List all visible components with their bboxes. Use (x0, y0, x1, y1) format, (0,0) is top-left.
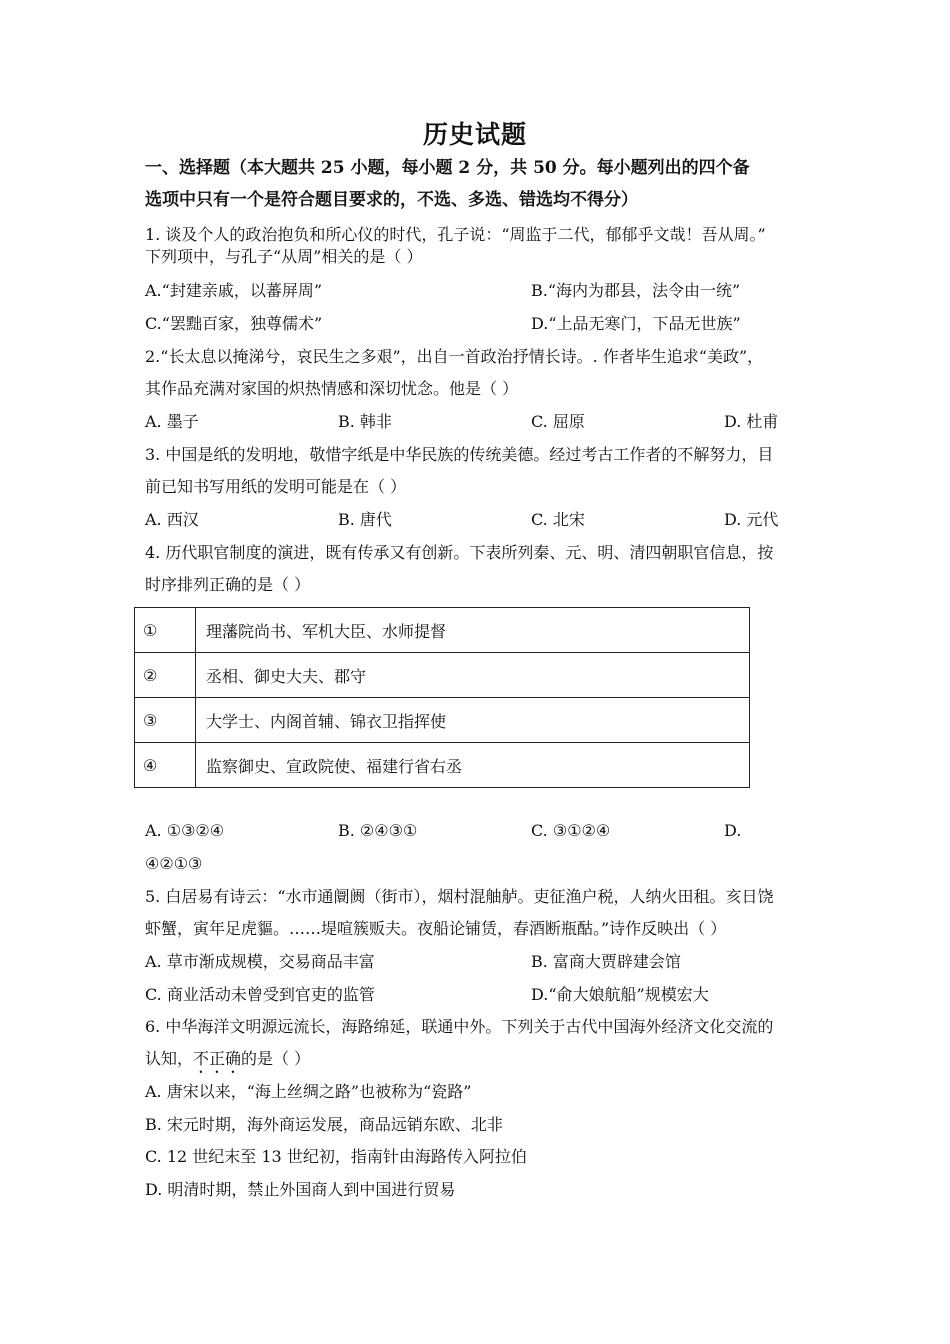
q3-stem-line-1: 3. 中国是纸的发明地，敬惜字纸是中华民族的传统美德。经过考古工作者的不解努力，目 (145, 445, 774, 464)
q2-stem-line-2: 其作品充满对家国的炽热情感和深切忧念。他是（ ） (145, 379, 519, 398)
q5-option-b[interactable]: B. 富商大贾辟建会馆 (531, 952, 681, 971)
table-cell-number: ③ (135, 698, 196, 743)
q1-option-c[interactable]: C.“罢黜百家，独尊儒术” (145, 314, 323, 333)
q6-stem-line-2 (145, 1048, 310, 1077)
q1-option-b[interactable]: B.“海内为郡县，法令由一统” (531, 281, 741, 300)
q6-option-b[interactable]: B. 宋元时期，海外商运发展，商品远销东欧、北非 (145, 1115, 503, 1134)
page-title: 历史试题 (422, 120, 527, 149)
table-cell-text: 理藩院尚书、军机大臣、水师提督 (196, 608, 750, 653)
q4-officials-table (134, 607, 750, 788)
q3-stem-line-2: 前已知书写用纸的发明可能是在（ ） (145, 477, 407, 496)
q3-option-c[interactable]: C. 北宋 (531, 510, 585, 529)
q1-stem-line-1: 1. 谈及个人的政治抱负和所心仪的时代，孔子说：“周监于二代，郁郁乎文哉！吾从周。” (145, 225, 766, 244)
q6-stem-prefix: 认知， (145, 1049, 194, 1068)
table-cell-text: 大学士、内阁首辅、锦衣卫指挥使 (196, 698, 750, 743)
q6-emphasis-not-correct: 不正确 (193, 1049, 242, 1068)
q2-option-c[interactable]: C. 屈原 (531, 412, 585, 431)
q4-stem-line-2: 时序排列正确的是（ ） (145, 575, 311, 594)
table-cell-number: ① (135, 608, 196, 653)
q3-option-a[interactable]: A. 西汉 (145, 510, 199, 529)
table-row (135, 698, 750, 743)
q2-stem-line-1: 2.“长太息以掩涕兮，哀民生之多艰”，出自一首政治抒情长诗。. 作者毕生追求“美政”， (145, 347, 764, 366)
table-row (135, 743, 750, 788)
q2-option-b[interactable]: B. 韩非 (338, 412, 392, 431)
q5-stem-line-1: 5. 白居易有诗云：“水市通阛阓（街市），烟村混舳舻。吏征渔户税，人纳火田租。亥日饶 (145, 887, 774, 906)
q1-option-d[interactable]: D.“上品无寒门，下品无世族” (531, 314, 741, 333)
table-cell-number: ② (135, 653, 196, 698)
q4-option-a[interactable]: A. ①③②④ (145, 821, 225, 840)
q4-stem-line-1: 4. 历代职官制度的演进，既有传承又有创新。下表所列秦、元、明、清四朝职官信息，按 (145, 543, 774, 562)
q2-option-a[interactable]: A. 墨子 (145, 412, 199, 431)
q4-option-d-text[interactable]: ④②①③ (145, 854, 203, 873)
q3-option-d[interactable]: D. 元代 (724, 510, 779, 529)
q6-stem-suffix: 的是（ ） (241, 1049, 311, 1068)
q5-option-a[interactable]: A. 草市渐成规模，交易商品丰富 (145, 952, 375, 971)
q6-option-c[interactable]: C. 12 世纪末至 13 世纪初，指南针由海路传入阿拉伯 (145, 1147, 527, 1166)
q5-option-c[interactable]: C. 商业活动未曾受到官吏的监管 (145, 985, 375, 1004)
q4-option-d[interactable]: D. (724, 821, 742, 840)
q6-stem-line-1: 6. 中华海洋文明源远流长，海路绵延，联通中外。下列关于古代中国海外经济文化交流的 (145, 1017, 774, 1036)
q6-option-a[interactable]: A. 唐宋以来，“海上丝绸之路”也被称为“瓷路” (145, 1082, 472, 1101)
section-heading-line-2: 选项中只有一个是符合题目要求的，不选、多选、错选均不得分） (145, 190, 638, 210)
table-cell-number: ④ (135, 743, 196, 788)
q1-stem-line-2: 下列项中，与孔子“从周”相关的是（ ） (145, 247, 423, 266)
q5-stem-line-2: 虾蟹，寅年足虎貙。……堤喧簇贩夫。夜船论铺赁，春酒断瓶酤。”诗作反映出（ ） (145, 919, 727, 938)
table-row (135, 608, 750, 653)
q6-option-d[interactable]: D. 明清时期，禁止外国商人到中国进行贸易 (145, 1180, 456, 1199)
section-heading-line-1: 一、选择题（本大题共 25 小题，每小题 2 分，共 50 分。每小题列出的四个备 (145, 158, 750, 178)
table-cell-text: 丞相、御史大夫、郡守 (196, 653, 750, 698)
q1-option-a[interactable]: A.“封建亲戚，以蕃屏周” (145, 281, 323, 300)
q3-option-b[interactable]: B. 唐代 (338, 510, 392, 529)
q5-option-d[interactable]: D.“俞大娘航船”规模宏大 (531, 985, 709, 1004)
q2-option-d[interactable]: D. 杜甫 (724, 412, 779, 431)
q4-option-c[interactable]: C. ③①②④ (531, 821, 611, 840)
table-cell-text: 监察御史、宣政院使、福建行省右丞 (196, 743, 750, 788)
table-row (135, 653, 750, 698)
q4-option-b[interactable]: B. ②④③① (338, 821, 418, 840)
